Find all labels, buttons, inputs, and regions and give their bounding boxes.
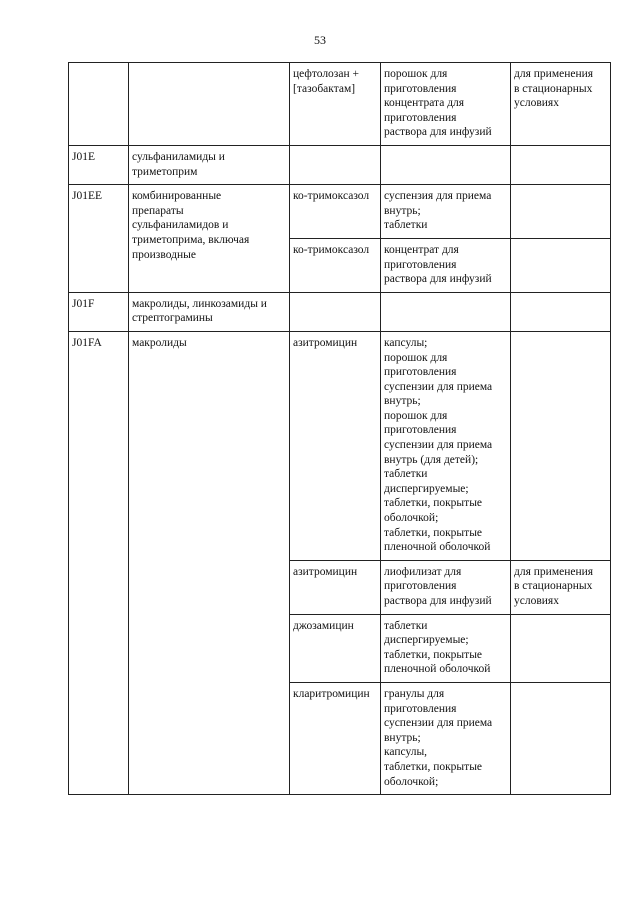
cell-line: раствора для инфузий bbox=[384, 126, 492, 139]
cell-line: раствора для инфузий bbox=[384, 273, 492, 286]
cell-line: таблетки bbox=[384, 619, 428, 632]
drug-name-cell bbox=[290, 145, 381, 184]
cell-line: для применения bbox=[514, 565, 594, 578]
cell-line: стрептограмины bbox=[132, 312, 213, 325]
table-row bbox=[69, 63, 611, 146]
table-row bbox=[69, 145, 611, 184]
table-row bbox=[69, 185, 611, 239]
cell-line: таблетки bbox=[384, 219, 428, 232]
cell-line: приготовления bbox=[384, 424, 457, 437]
drug-name-cell bbox=[290, 185, 381, 239]
group-name-cell bbox=[129, 292, 290, 331]
cell-line: ко-тримоксазол bbox=[293, 243, 370, 256]
group-name-cell bbox=[129, 331, 290, 794]
dosage-form-cell bbox=[381, 238, 511, 292]
atc-code-cell: J01EE bbox=[69, 185, 129, 293]
dosage-form-cell bbox=[381, 292, 511, 331]
cell-line: внутрь (для детей); bbox=[384, 453, 479, 466]
cell-line: приготовления bbox=[384, 366, 457, 379]
cell-line: суспензии для приема bbox=[384, 439, 493, 452]
cell-line: внутрь; bbox=[384, 731, 421, 744]
dosage-form-cell bbox=[381, 560, 511, 614]
cell-line: триметоприм bbox=[132, 165, 198, 178]
note-cell bbox=[511, 145, 611, 184]
cell-line: раствора для инфузий bbox=[384, 595, 492, 607]
cell-line: пленочной оболочкой bbox=[384, 663, 491, 676]
cell-line: лиофилизат для bbox=[384, 565, 462, 578]
cell-line: приготовления bbox=[384, 580, 457, 593]
cell-line: концентрат для bbox=[384, 243, 459, 256]
dosage-form-cell bbox=[381, 185, 511, 239]
drug-name-cell bbox=[290, 331, 381, 560]
cell-line: препараты bbox=[132, 204, 184, 217]
cell-line: порошок для bbox=[384, 68, 448, 80]
table-row bbox=[69, 292, 611, 331]
cell-line: пленочной оболочкой bbox=[384, 541, 491, 554]
cell-line: диспергируемые; bbox=[384, 634, 469, 647]
table-body bbox=[69, 63, 611, 795]
drug-name-cell bbox=[290, 292, 381, 331]
cell-line: порошок для bbox=[384, 409, 448, 422]
cell-line: кларитромицин bbox=[293, 687, 370, 700]
cell-line: суспензия для приема bbox=[384, 190, 492, 203]
atc-code-cell bbox=[69, 63, 129, 146]
cell-line: приготовления bbox=[384, 702, 457, 715]
cell-line: [тазобактам] bbox=[293, 82, 356, 95]
dosage-form-cell bbox=[381, 145, 511, 184]
group-name-cell bbox=[129, 145, 290, 184]
group-name-cell bbox=[129, 185, 290, 293]
note-cell bbox=[511, 238, 611, 292]
cell-line: таблетки bbox=[384, 468, 428, 481]
cell-line: оболочкой; bbox=[384, 512, 439, 525]
atc-code-cell: J01E bbox=[69, 145, 129, 184]
cell-line: гранулы для bbox=[384, 687, 445, 700]
cell-line: производные bbox=[132, 248, 196, 261]
drug-name-cell bbox=[290, 63, 381, 146]
cell-line: для применения bbox=[514, 68, 594, 80]
cell-line: таблетки, покрытые bbox=[384, 760, 483, 773]
note-cell bbox=[511, 331, 611, 560]
note-cell bbox=[511, 63, 611, 146]
drug-name-cell bbox=[290, 560, 381, 614]
cell-line: в стационарных bbox=[514, 580, 593, 593]
cell-line: джозамицин bbox=[293, 619, 354, 632]
note-cell bbox=[511, 614, 611, 682]
cell-line: сульфаниламидов и bbox=[132, 219, 229, 232]
cell-line: суспензии для приема bbox=[384, 380, 493, 393]
drug-name-cell bbox=[290, 614, 381, 682]
cell-line: условиях bbox=[514, 595, 559, 607]
note-cell bbox=[511, 185, 611, 239]
atc-code-cell: J01F bbox=[69, 292, 129, 331]
cell-line: цефтолозан + bbox=[293, 68, 359, 80]
drug-table bbox=[68, 62, 611, 795]
note-cell bbox=[511, 682, 611, 794]
cell-line: капсулы, bbox=[384, 746, 428, 759]
cell-line: приготовления bbox=[384, 82, 457, 95]
drug-name-cell bbox=[290, 238, 381, 292]
cell-line: оболочкой; bbox=[384, 775, 439, 788]
cell-line: внутрь; bbox=[384, 395, 421, 408]
cell-line: порошок для bbox=[384, 351, 448, 364]
dosage-form-cell bbox=[381, 682, 511, 794]
cell-line: таблетки, покрытые bbox=[384, 497, 483, 510]
cell-line: приготовления bbox=[384, 111, 457, 124]
cell-line: диспергируемые; bbox=[384, 482, 469, 495]
cell-line: суспензии для приема bbox=[384, 717, 493, 730]
note-cell bbox=[511, 292, 611, 331]
cell-line: макролиды, линкозамиды и bbox=[132, 297, 267, 310]
cell-line: капсулы; bbox=[384, 336, 428, 349]
cell-line: в стационарных bbox=[514, 82, 593, 95]
dosage-form-cell bbox=[381, 63, 511, 146]
cell-line: комбинированные bbox=[132, 190, 222, 203]
cell-line: внутрь; bbox=[384, 204, 421, 217]
atc-code-cell: J01FA bbox=[69, 331, 129, 794]
cell-line: концентрата для bbox=[384, 97, 465, 110]
cell-line: таблетки, покрытые bbox=[384, 526, 483, 539]
note-cell bbox=[511, 560, 611, 614]
cell-line: условиях bbox=[514, 97, 559, 110]
cell-line: макролиды bbox=[132, 336, 187, 349]
drug-name-cell bbox=[290, 682, 381, 794]
cell-line: сульфаниламиды и bbox=[132, 150, 225, 163]
cell-line: таблетки, покрытые bbox=[384, 648, 483, 661]
cell-line: азитромицин bbox=[293, 336, 358, 349]
group-name-cell bbox=[129, 63, 290, 146]
page-number: 53 bbox=[314, 33, 326, 47]
table-row bbox=[69, 331, 611, 560]
cell-line: ко-тримоксазол bbox=[293, 190, 370, 203]
cell-line: приготовления bbox=[384, 258, 457, 271]
dosage-form-cell bbox=[381, 614, 511, 682]
cell-line: азитромицин bbox=[293, 565, 358, 578]
dosage-form-cell bbox=[381, 331, 511, 560]
cell-line: триметоприма, включая bbox=[132, 233, 250, 246]
